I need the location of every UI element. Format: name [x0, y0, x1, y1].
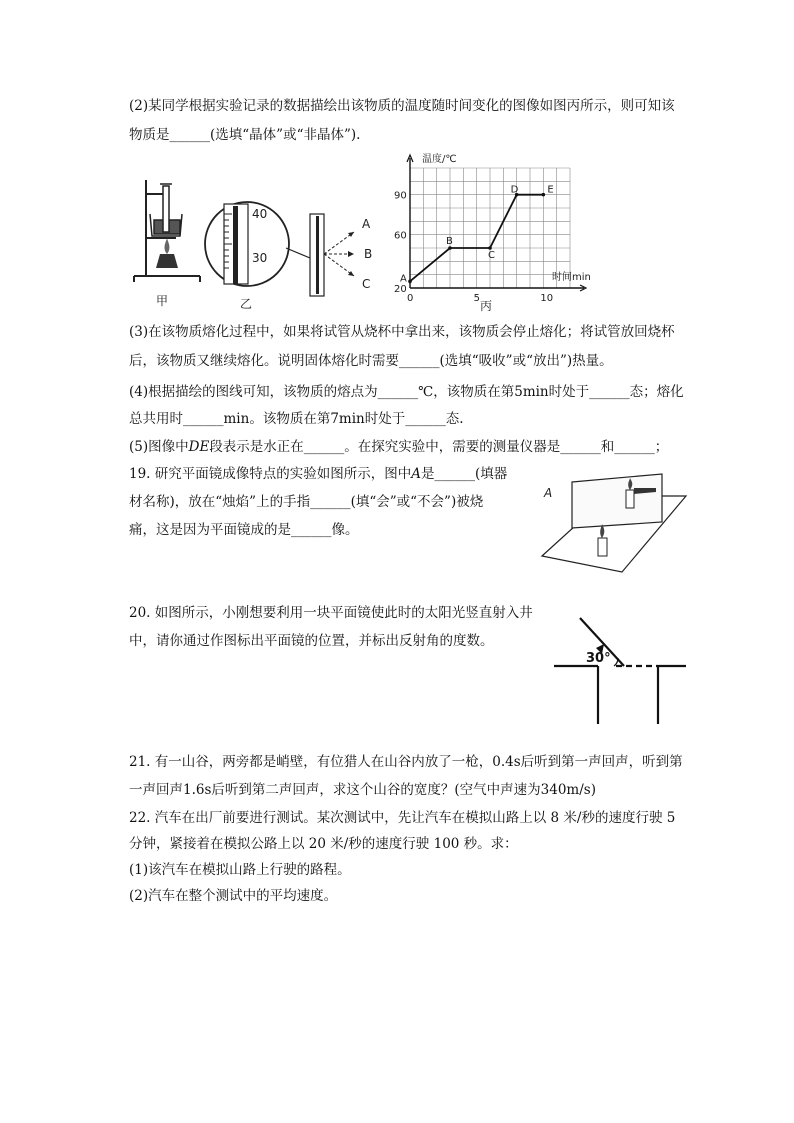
q19-line1: [129, 464, 507, 484]
q18-part3-line2: 后，该物质又继续熔化。说明固体熔化时需要______(选填“吸收”或“放出”)热量。: [129, 353, 613, 369]
point-label-a: A: [400, 273, 407, 285]
thermo-label-40: 40: [252, 207, 268, 221]
q20-line1: 20. 如图所示，小刚想要利用一块平面镜使此时的太阳光竖直射入井: [129, 605, 533, 621]
beaker-icon: [150, 184, 182, 236]
chart-x-axis-label: 时间min: [552, 272, 591, 283]
data-point-a: [408, 280, 412, 284]
q18-part3-line1: (3)在该物质熔化过程中，如果将试管从烧杯中拿出来，该物质会停止熔化；将试管放回烧杯: [129, 324, 675, 340]
y-tick-label: 20: [394, 284, 407, 295]
figure-jia-heating-apparatus: [128, 176, 213, 311]
q19-line1-pre: 19. 研究平面镜成像特点的实验如图所示，图中: [129, 466, 412, 482]
q22-sub2: (2)汽车在整个测试中的平均速度。: [129, 888, 338, 904]
point-label-d: D: [510, 184, 519, 196]
chart-y-axis-label: 温度/℃: [422, 154, 457, 165]
q19-line1-a: A: [411, 466, 422, 482]
q18-part4-line2: 总共用时______min。该物质在第7min时处于______态.: [129, 411, 464, 427]
mirror-label-a: A: [544, 486, 553, 500]
q18-part4-line1: (4)根据描绘的图线可知，该物质的熔点为______℃，该物质在第5min时处于______态；熔化: [129, 384, 684, 400]
thermo-label-30: 30: [252, 251, 268, 265]
eye-label-a: A: [362, 217, 371, 231]
q21-line1: 21. 有一山谷，两旁都是峭壁，有位猎人在山谷内放了一枪，0.4s后听到第一声回声，听到第: [129, 754, 683, 770]
figure-yi-label: 乙: [240, 297, 253, 311]
chart-axes: [407, 155, 586, 291]
eye-label-b: B: [364, 247, 373, 261]
y-tick-label: 90: [394, 190, 407, 202]
q18-part2-line1: (2)某同学根据实验记录的数据描绘出该物质的温度随时间变化的图像如图丙所示，则可知该: [129, 98, 675, 114]
q18-part5-line: [129, 437, 668, 457]
q18-part5-pre: (5)图像中: [129, 439, 189, 455]
data-point-e: [542, 193, 546, 197]
q22-line2: 分钟，紧接着在模拟公路上以 20 米/秒的速度行驶 100 秒。求：: [129, 836, 518, 852]
q19-line2: 材名称)，放在“烛焰”上的手指______(填“会”或“不会”)被烧: [129, 494, 484, 510]
eye-label-c: C: [362, 277, 371, 291]
q22-line1: 22. 汽车在出厂前要进行测试。某次测试中，先让汽车在模拟山路上以 8 米/秒的速度行驶 5: [129, 810, 676, 826]
q22-sub1: (1)该汽车在模拟山路上行驶的路程。: [129, 862, 351, 878]
q18-part5-de: DE: [188, 439, 210, 455]
point-label-e: E: [547, 184, 554, 196]
q20-line2: 中，请你通过作图标出平面镜的位置，并标出反射角的度数。: [129, 633, 494, 649]
q18-part5-post: 段表示是水正在______。在探究实验中，需要的测量仪器是______和______；: [209, 439, 669, 455]
q18-part2-line2: 物质是______(选填“晶体”或“非晶体”).: [129, 127, 361, 143]
figure-bing-label: 丙: [480, 299, 493, 313]
point-label-b: B: [446, 236, 453, 247]
angle-label: 30°: [586, 651, 611, 666]
alcohol-lamp-icon: [156, 238, 178, 268]
q19-line3: 痛，这是因为平面镜成的是______像。: [129, 522, 359, 538]
y-tick-label: 60: [394, 230, 407, 242]
figure-jia-label: 甲: [156, 294, 169, 308]
figure-bing-chart: [380, 152, 610, 314]
figure-yi-thermometer: [202, 196, 387, 311]
angle-arc: [614, 658, 618, 666]
q19-line1-post: 是______(填器: [421, 466, 508, 482]
q21-line2: 一声回声1.6s后听到第二声回声，求这个山谷的宽度？(空气中声速为340m/s): [129, 782, 596, 798]
figure-well-sunlight: [552, 612, 692, 730]
x-tick-label: 0: [407, 293, 414, 304]
point-label-c: C: [488, 250, 495, 261]
chart-grid: [410, 168, 570, 288]
glass-plate-icon: [572, 474, 662, 528]
x-tick-label: 10: [540, 293, 554, 304]
figure-plane-mirror: [538, 472, 698, 582]
x-tick-label: 5: [473, 293, 481, 304]
